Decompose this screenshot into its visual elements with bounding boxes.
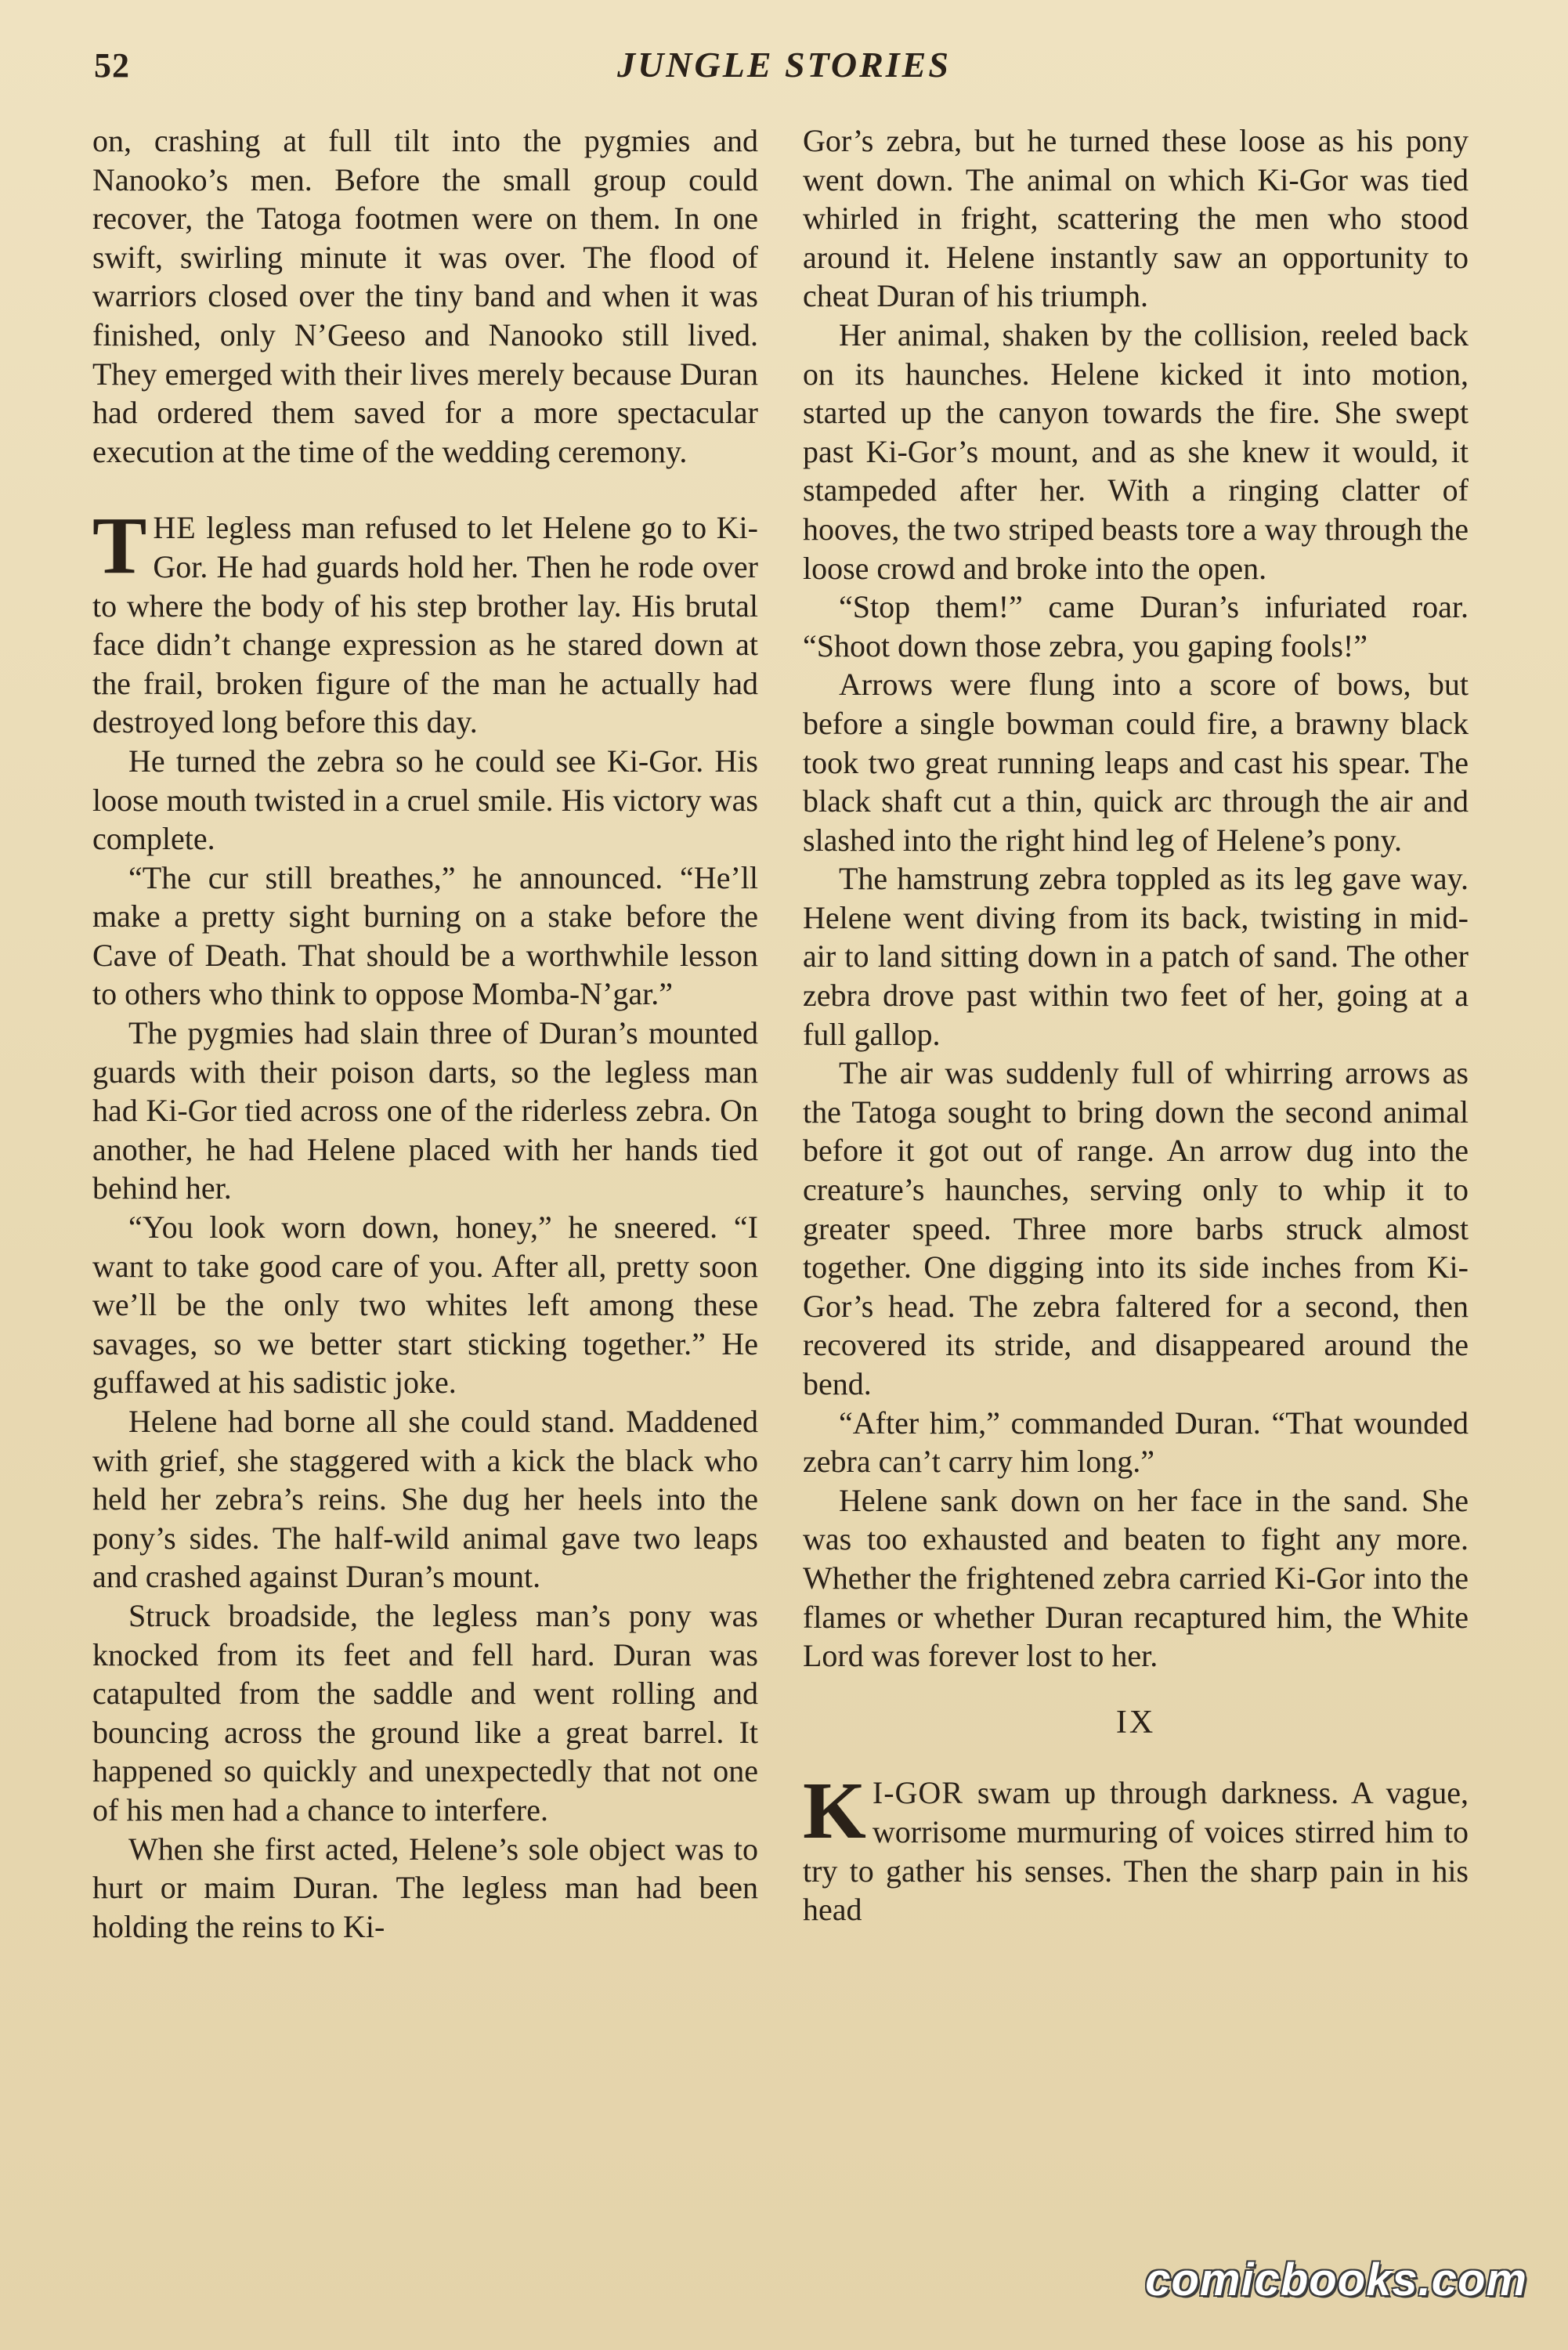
small-caps-lead: I-GOR xyxy=(872,1775,963,1811)
paragraph: He turned the zebra so he could see Ki-Gor. His loose mouth twisted in a cruel smile. His victory was complete. xyxy=(92,743,758,857)
paragraph: “After him,” commanded Duran. “That wounded zebra can’t carry him long.” xyxy=(803,1405,1469,1480)
running-title: JUNGLE STORIES xyxy=(617,45,951,85)
left-column xyxy=(92,121,758,1946)
paragraph: “Stop them!” came Duran’s infuriated roar. “Shoot down those zebra, you gaping fools!” xyxy=(803,589,1469,663)
drop-cap: K xyxy=(803,1766,866,1856)
paragraph: The hamstrung zebra toppled as its leg gave way. Helene went diving from its back, twisting in mid-air to land sitting down in a patch of sand. The other zebra drove past within two feet of her, going at a full gallop. xyxy=(803,861,1469,1052)
drop-cap: T xyxy=(92,501,147,591)
paragraph: Gor’s zebra, but he turned these loose as his pony went down. The animal on which Ki-Gor was tied whirled in fright, scattering the men who stood around it. Helene instantly saw an opportunity to cheat Duran of his triumph. xyxy=(803,123,1469,314)
paragraph-with-dropcap xyxy=(92,501,758,742)
chapter-heading: IX xyxy=(1115,1704,1156,1741)
paragraph: Struck broadside, the legless man’s pony was knocked from its feet and fell hard. Duran was catapulted from the saddle and went rolling and bouncing across the ground like a great barrel. It happened so quickly and unexpectedly that not one of his men had a chance to interfere. xyxy=(92,1597,758,1828)
paragraph: Her animal, shaken by the collision, reeled back on its haunches. Helene kicked it into motion, started up the canyon towards the fire. She swept past Ki-Gor’s mount, and as she knew it would, it stampeded after her. With a ringing clatter of hooves, the two striped beasts tore a way through the loose crowd and broke into the open. xyxy=(803,316,1469,586)
paragraph-text: swam up through darkness. A vague, worrisome murmuring of voices stirred him to try to gather his senses. Then the sharp pain in his head xyxy=(803,1775,1469,1928)
small-caps-lead: HE xyxy=(153,510,197,546)
right-column xyxy=(803,121,1469,1929)
paragraph: “The cur still breathes,” he announced. “He’ll make a pretty sight burning on a stake before the Cave of Death. That should be a worthwhile lesson to others who think to oppose Momba-N’gar.” xyxy=(92,859,758,1012)
paragraph-with-dropcap xyxy=(803,1766,1469,1929)
section-break xyxy=(92,471,758,508)
paragraph: Helene sank down on her face in the sand. She was too exhausted and beaten to fight any more. Whether the frightened zebra carried Ki-Gor into the flames or whether Duran recaptured him, the White Lord was forever lost to her. xyxy=(803,1482,1469,1674)
paragraph: The pygmies had slain three of Duran’s mounted guards with their poison darts, so the legless man had Ki-Gor tied across one of the riderless zebra. On another, he had Helene placed with her hands tied behind her. xyxy=(92,1015,758,1206)
paragraph: The air was suddenly full of whirring arrows as the Tatoga sought to bring down the second animal before it got out of range. An arrow dug into the creature’s haunches, serving only to whip it to greater speed. Three more barbs struck almost together. One digging into its side inches from Ki-Gor’s head. The zebra faltered for a second, then recovered its stride, and disappeared around the bend. xyxy=(803,1055,1469,1401)
paragraph: on, crashing at full tilt into the pygmies and Nanooko’s men. Before the small group could recover, the Tatoga footmen were on them. In one swift, swirling minute it was over. The flood of warriors closed over the tiny band and when it was finished, only N’Geeso and Nanooko still lived. They emerged with their lives merely because Duran had ordered them saved for a more spectacular execution at the time of the wedding ceremony. xyxy=(92,123,758,469)
page-number: 52 xyxy=(94,46,130,85)
page-header xyxy=(0,39,1568,94)
paragraph-text: legless man refused to let Helene go to Ki-Gor. He had guards hold her. Then he rode over to where the body of his step brother lay. His brutal face didn’t change expression as he stared down at the frail, broken figure of the man he actually had destroyed long before this day. xyxy=(92,510,758,740)
paragraph: Arrows were flung into a score of bows, but before a single bowman could fire, a brawny black took two great running leaps and cast his spear. The black shaft cut a thin, quick arc through the air and slashed into the right hind leg of Helene’s pony. xyxy=(803,667,1469,858)
site-watermark: comicbooks.com xyxy=(1145,2254,1527,2305)
paragraph: “You look worn down, honey,” he sneered. “I want to take good care of you. After all, pretty soon we’ll be the only two whites left among these savages, so we better start sticking together.” He guffawed at his sadistic joke. xyxy=(92,1209,758,1401)
paragraph: When she first acted, Helene’s sole object was to hurt or maim Duran. The legless man had been holding the reins to Ki- xyxy=(92,1831,758,1944)
paragraph: Helene had borne all she could stand. Maddened with grief, she staggered with a kick the black who held her zebra’s reins. She dug her heels into the pony’s sides. The half-wild animal gave two leaps and crashed against Duran’s mount. xyxy=(92,1404,758,1595)
